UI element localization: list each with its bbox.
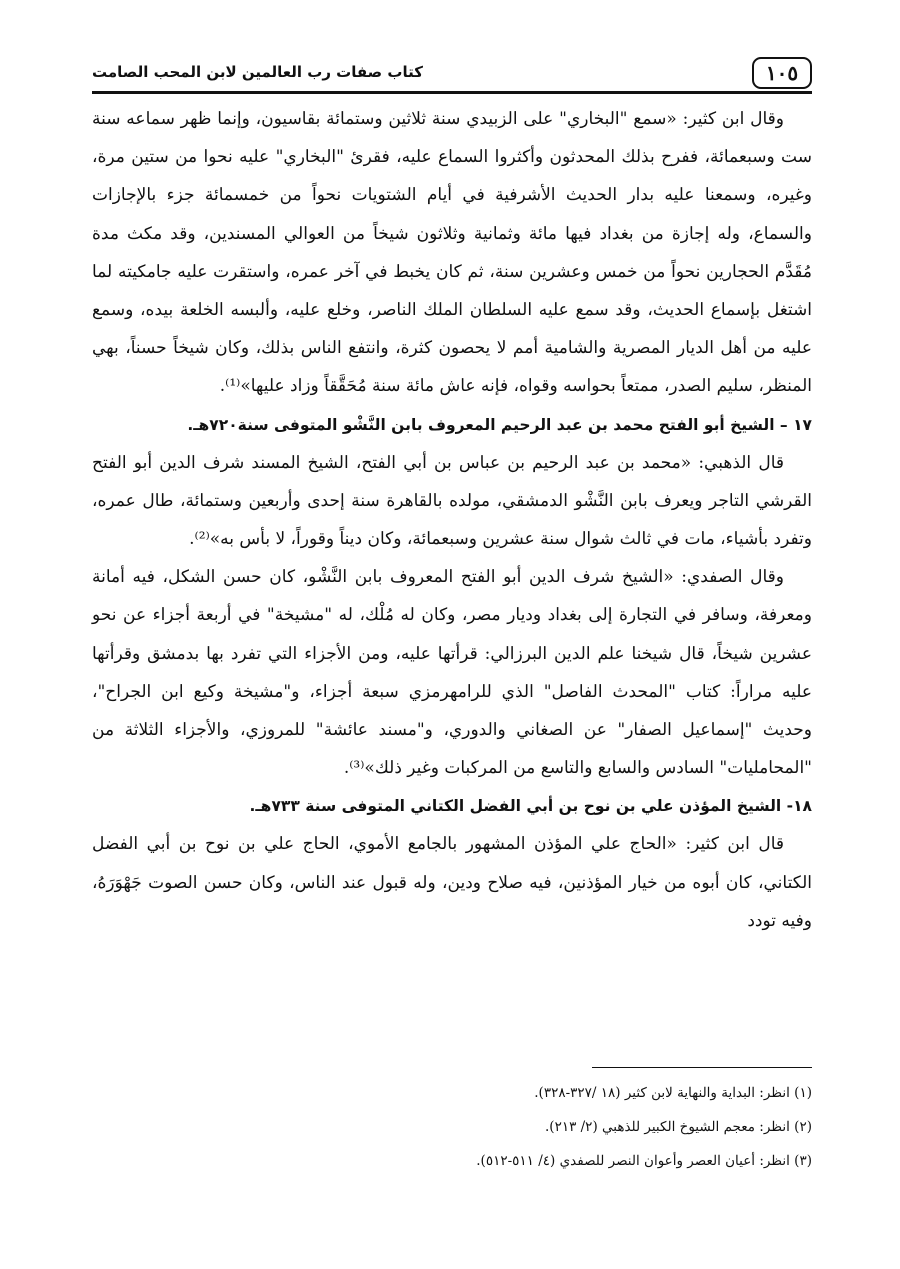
section-heading-17: ١٧ – الشيخ أبو الفتح محمد بن عبد الرحيم المعروف بابن النَّشْو المتوفى سنة٧٢٠هـ. (187, 415, 812, 434)
header-divider (92, 91, 812, 94)
paragraph-dhahabi-quote: قال الذهبي: «محمد بن عبد الرحيم بن عباس بن أبي الفتح، الشيخ المسند شرف الدين أبو الفتح القرشي التاجر ويعرف بابن النَّشْو الدمشقي، مولده بالقاهرة سنة إحدى وأربعين وستمائة، طال عمره، وتفرد بأشياء، مات في ثالث شوال سنة عشرين وسبعمائة، وكان ديناً وقوراً، لا بأس به»⁽²⁾. (92, 452, 812, 550)
footnote-2: (٢) انظر: معجم الشيوخ الكبير للذهبي (٢/ ٢١٣). (545, 1119, 812, 1135)
footnote-1: (١) انظر: البداية والنهاية لابن كثير (١٨ /٣٢٧-٣٢٨). (534, 1085, 812, 1101)
page-number: ١٠٥ (752, 57, 812, 89)
footnote-3: (٣) انظر: أعيان العصر وأعوان النصر للصفدي (٤/ ٥١١-٥١٢). (476, 1153, 812, 1169)
footnotes (92, 1076, 812, 1178)
main-text (92, 100, 812, 940)
running-title: كتاب صفات رب العالمين لابن المحب الصامت (92, 63, 423, 81)
footnote-divider (592, 1067, 812, 1068)
page-header (92, 55, 812, 95)
paragraph-safadi-quote: وقال الصفدي: «الشيخ شرف الدين أبو الفتح المعروف بابن النَّشْو، كان حسن الشكل، فيه أمانة ومعرفة، وسافر في التجارة إلى بغداد وديار مصر، وكان له مُلْك، له "مشيخة" في أربعة أجزاء عن نحو عشرين شيخاً، قال شيخنا علم الدين البرزالي: قرأتها عليه، ومن الأجزاء التي تفرد بها بدمشق وقرأتها عليه مراراً: كتاب "المحدث الفاصل" الذي للرامهرمزي سبعة أجزاء، و"مشيخة وكيع ابن الجراح"، وحديث "إسماعيل الصفار" عن الصغاني والدوري، و"مسند عائشة" للمروزي، والأجزاء الثلاثة من "المحامليات" السادس والسابع والتاسع من المركبات وغير ذلك»⁽³⁾. (92, 567, 812, 779)
paragraph-ibn-kathir-quote: وقال ابن كثير: «سمع "البخاري" على الزبيدي سنة ثلاثين وستمائة بقاسيون، وإنما ظهر سماعه سنة ست وسبعمائة، ففرح بذلك المحدثون وأكثروا السماع عليه، فقرئ "البخاري" عليه نحوا من ستين مرة، وغيره، وسمعنا عليه بدار الحديث الأشرفية في أيام الشتويات نحواً من خمسمائة جزء بالإجازات والسماع، وله إجازة من بغداد فيها مائة وثمانية وثلاثون شيخاً من العوالي المسندين، وقد مكث مدة مُقَدَّم الحجارين نحواً من خمس وعشرين سنة، ثم كان يخبط في آخر عمره، واستقرت عليه جامكيته لما اشتغل بإسماع الحديث، وقد سمع عليه السلطان الملك الناصر، وخلع عليه، وألبسه الخلعة بيده، وسمع عليه من أهل الديار المصرية والشامية أمم لا يحصون كثرة، وانتفع الناس بذلك، وكان شيخاً حسناً، بهي المنظر، سليم الصدر، ممتعاً بحواسه وقواه، فإنه عاش مائة سنة مُحَقَّقاً وزاد عليها»⁽¹⁾. (92, 109, 812, 397)
paragraph-ibn-kathir-quote-2: قال ابن كثير: «الحاج علي المؤذن المشهور بالجامع الأموي، الحاج علي بن نوح بن أبي الفضل الكتاني، كان أبوه من خيار المؤذنين، فيه صلاح ودين، وله قبول عند الناس، وكان حسن الصوت جَهْوَرَهُ، وفيه تودد (92, 834, 812, 931)
section-heading-18: ١٨- الشيخ المؤذن علي بن نوح بن أبي الفضل الكتاني المتوفى سنة ٧٣٣هـ. (249, 797, 812, 816)
